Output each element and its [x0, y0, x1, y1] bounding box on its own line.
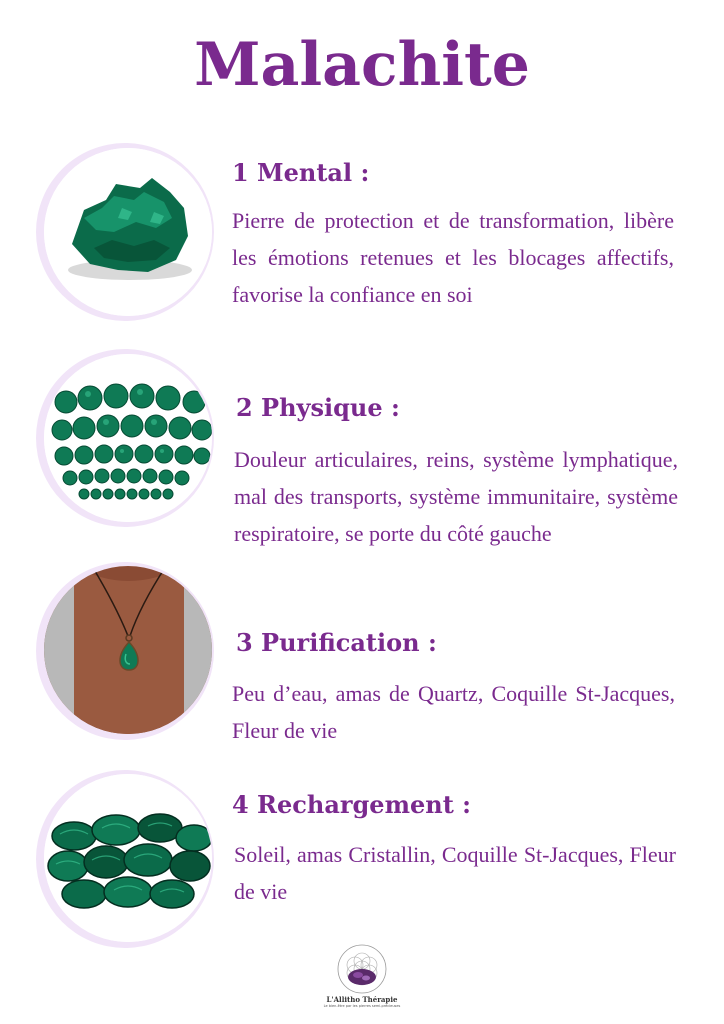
flower-of-life-icon [332, 943, 392, 995]
section-heading: 3 Purification : [236, 628, 437, 657]
section-text: Pierre de protection et de transformation, libère les émotions retenues et les blocages affectifs, favorise la confiance en soi [232, 208, 674, 307]
section-heading: 2 Physique : [236, 393, 400, 422]
malachite-pendant-icon [44, 566, 212, 734]
section-heading: 1 Mental : [232, 158, 370, 187]
section-text: Douleur articulaires, reins, système lymphatique, mal des transports, système immunitaire, système respiratoire, se porte du côté gauche [234, 447, 678, 546]
malachite-bead-strands-icon [44, 354, 212, 522]
brand-logo [322, 943, 402, 1023]
section-text: Soleil, amas Cristallin, Coquille St-Jacques, Fleur de vie [234, 842, 676, 904]
raw-malachite-stone-icon [44, 148, 212, 316]
logo-name: L'Allitho Thérapie [326, 995, 398, 1004]
section-heading: 4 Rechargement : [232, 790, 471, 819]
logo-tagline: Le bien-être par les pierres semi-précieuses [323, 1004, 401, 1008]
page-title: Malachite [194, 30, 530, 100]
tumbled-malachite-stones-icon [44, 774, 212, 942]
section-text: Peu d’eau, amas de Quartz, Coquille St-Jacques, Fleur de vie [232, 681, 675, 743]
